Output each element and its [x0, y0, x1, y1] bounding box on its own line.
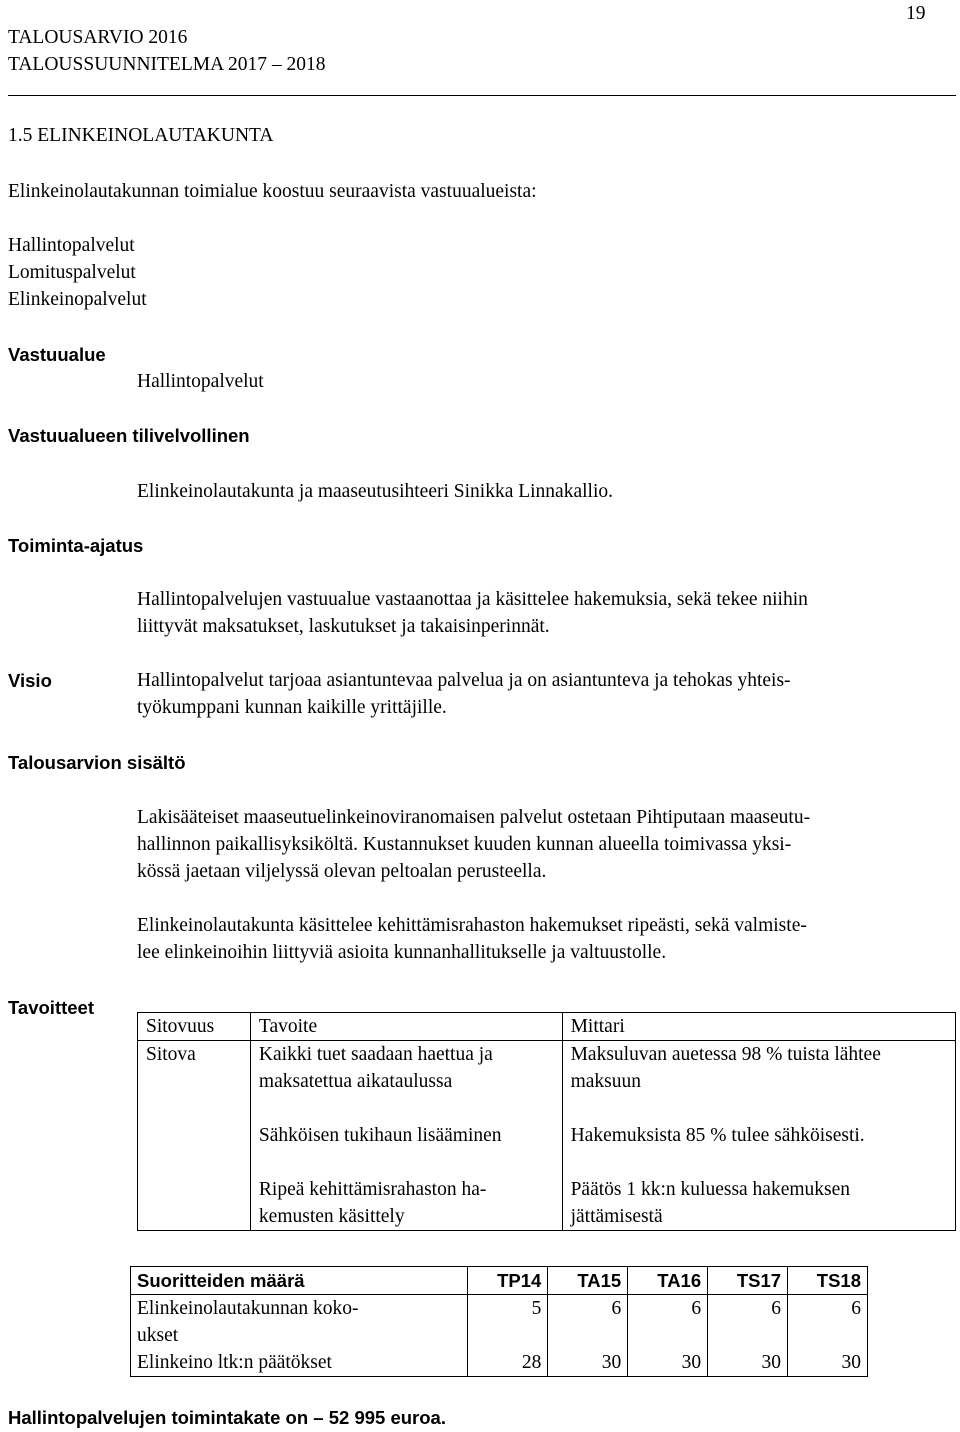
value-cell: 30: [548, 1349, 628, 1377]
value-cell: 6: [788, 1295, 868, 1350]
value-cell: 30: [708, 1349, 788, 1377]
sitovuus-value: Sitova: [146, 1044, 196, 1065]
value-vastuualue: Hallintopalvelut: [137, 371, 264, 392]
text-line: liittyvät maksatukset, laskutukset ja takaisinperinnät.: [137, 616, 550, 637]
label-tavoitteet: Tavoitteet: [8, 997, 95, 1018]
area-list-item: Hallintopalvelut: [8, 235, 135, 256]
text-line: Lakisääteiset maaseutuelinkeinoviranomaisen palvelut ostetaan Pihtiputaan maaseutu-: [137, 807, 811, 828]
text-line: Ripeä kehittämisrahaston ha-: [258, 1179, 487, 1200]
area-list-item: Lomituspalvelut: [8, 262, 136, 283]
text-line: maksuun: [570, 1071, 641, 1092]
value-cell: 6: [548, 1295, 628, 1350]
text-line: Elinkeinolautakunnan koko-: [137, 1298, 359, 1319]
label-toiminta-ajatus: Toiminta-ajatus: [8, 535, 144, 556]
table-row: [131, 1295, 868, 1350]
summary-text: Hallintopalvelujen toimintakate on – 52 995 euroa.: [8, 1407, 446, 1428]
goals-header-cell: Mittari: [562, 1013, 955, 1041]
mittari-cell: [562, 1041, 955, 1231]
sisalto-paragraph-2: [137, 912, 952, 966]
performance-header-cell: TS17: [708, 1267, 788, 1295]
label-vastuualue: Vastuualue: [8, 344, 106, 365]
text-line: Hallintopalvelujen vastuualue vastaanottaa ja käsittelee hakemuksia, sekä tekee niihin: [137, 589, 808, 610]
text-line: Sähköisen tukihaun lisääminen: [258, 1125, 502, 1146]
table-row: [131, 1349, 868, 1377]
value-cell: 28: [468, 1349, 548, 1377]
value-cell: 30: [628, 1349, 708, 1377]
performance-table: [130, 1266, 868, 1377]
performance-header-row: [131, 1267, 868, 1295]
performance-header-cell: TA15: [548, 1267, 628, 1295]
text-line: kemusten käsittely: [258, 1206, 405, 1227]
text-line: työkumppani kunnan kaikille yrittäjille.: [137, 697, 447, 718]
text-line: Päätös 1 kk:n kuluessa hakemuksen: [570, 1179, 851, 1200]
text-line: Kaikki tuet saadaan haettua ja: [258, 1044, 493, 1065]
goals-table: [137, 1012, 956, 1231]
text-line: hallinnon paikallisyksiköltä. Kustannukset kuuden kunnan alueella toimivassa yksi-: [137, 834, 792, 855]
row-label-cell: [131, 1295, 468, 1350]
header-divider: [8, 95, 956, 96]
performance-header-cell: TP14: [468, 1267, 548, 1295]
page-number: 19: [906, 3, 926, 24]
label-visio: Visio: [8, 670, 52, 691]
text-line: ukset: [137, 1325, 179, 1346]
text-line: maksatettua aikataulussa: [258, 1071, 453, 1092]
row-label-cell: Elinkeino ltk:n päätökset: [131, 1349, 468, 1377]
value-cell: 6: [708, 1295, 788, 1350]
document-title-line-1: TALOUSARVIO 2016: [8, 27, 188, 48]
value-cell: 6: [628, 1295, 708, 1350]
area-list-item: Elinkeinopalvelut: [8, 289, 147, 310]
goals-header-cell: Sitovuus: [138, 1013, 251, 1041]
text-line: kössä jaetaan viljelyssä olevan peltoalan perusteella.: [137, 861, 547, 882]
goals-header-cell: Tavoite: [250, 1013, 562, 1041]
value-cell: 5: [468, 1295, 548, 1350]
document-title-line-2: TALOUSSUUNNITELMA 2017 – 2018: [8, 54, 326, 75]
sitovuus-cell: [138, 1041, 251, 1231]
value-tilivelvollinen: Elinkeinolautakunta ja maaseutusihteeri Sinikka Linnakallio.: [137, 481, 613, 502]
text-line: Hallintopalvelut tarjoaa asiantuntevaa palvelua ja on asiantunteva ja tehokas yhteis-: [137, 670, 791, 691]
goals-row: [138, 1041, 956, 1231]
performance-header-cell: TA16: [628, 1267, 708, 1295]
tavoite-cell: [250, 1041, 562, 1231]
text-line: Hakemuksista 85 % tulee sähköisesti.: [570, 1125, 865, 1146]
text-line: Elinkeinolautakunta käsittelee kehittämisrahaston hakemukset ripeästi, sekä valmiste-: [137, 915, 807, 936]
toiminta-ajatus-text: [137, 586, 952, 640]
section-heading: 1.5 ELINKEINOLAUTAKUNTA: [8, 125, 274, 146]
label-tilivelvollinen: Vastuualueen tilivelvollinen: [8, 425, 250, 446]
sisalto-paragraph-1: [137, 804, 952, 885]
section-intro: Elinkeinolautakunnan toimialue koostuu seuraavista vastuualueista:: [8, 181, 537, 202]
performance-header-cell: TS18: [788, 1267, 868, 1295]
goals-header-row: [138, 1013, 956, 1041]
value-cell: 30: [788, 1349, 868, 1377]
text-line: Maksuluvan auetessa 98 % tuista lähtee: [570, 1044, 881, 1065]
text-line: lee elinkeinoihin liittyviä asioita kunnanhallitukselle ja valtuustolle.: [137, 942, 667, 963]
visio-text: [137, 667, 952, 721]
text-line: jättämisestä: [570, 1206, 663, 1227]
label-talousarvion-sisalto: Talousarvion sisältö: [8, 752, 186, 773]
performance-header-cell: Suoritteiden määrä: [131, 1267, 468, 1295]
